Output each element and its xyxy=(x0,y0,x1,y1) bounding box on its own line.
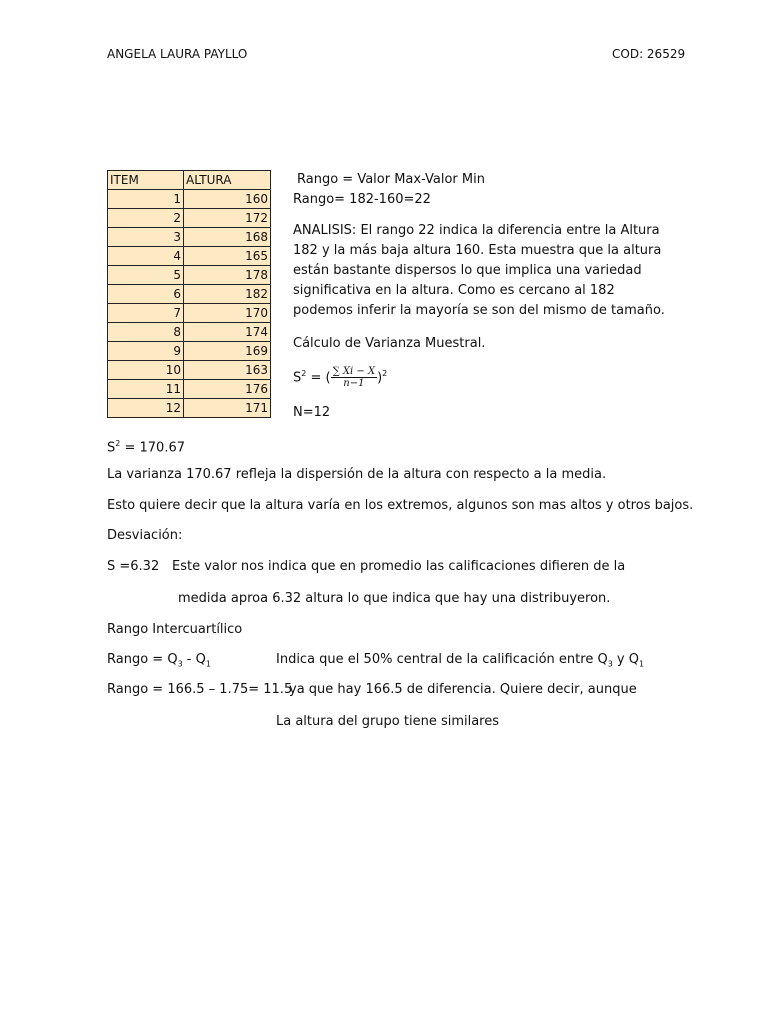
iqr-explanation: Indica que el 50% central de la calificación entre $Q_3$ y $Q_1$ xyxy=(276,652,645,669)
extremes-paragraph: Esto quiere decir que la altura varía en los extremos, algunos son mas altos y otros bajos. xyxy=(107,498,694,513)
deviation-value: S =6.32 xyxy=(107,559,160,574)
table-row xyxy=(108,209,271,228)
item-cell: 8 xyxy=(108,323,184,342)
iqr-similar-text: La altura del grupo tiene similares xyxy=(276,714,500,729)
variance-result: $S^2 = 170.67$ xyxy=(107,439,186,456)
item-cell: 11 xyxy=(108,380,184,399)
item-cell: 3 xyxy=(108,228,184,247)
table-row xyxy=(108,380,271,399)
rango-calculation: Rango= 182-160=22 xyxy=(293,192,431,207)
altura-cell: 171 xyxy=(184,399,271,418)
height-table xyxy=(107,170,271,418)
table-row xyxy=(108,190,271,209)
deviation-text-2: medida aproa 6.32 altura lo que indica que hay una distribuyeron. xyxy=(178,591,611,606)
variance-formula: $S^2$ = ( $\frac{\sum Xi - X}{n-1}$ )$^2$ xyxy=(293,366,388,390)
author-name: ANGELA LAURA PAYLLO xyxy=(107,47,248,61)
altura-cell: 176 xyxy=(184,380,271,399)
iqr-heading: Rango Intercuartílico xyxy=(107,622,243,637)
item-cell: 5 xyxy=(108,266,184,285)
table-row xyxy=(108,247,271,266)
table-row xyxy=(108,266,271,285)
altura-cell: 165 xyxy=(184,247,271,266)
table-row xyxy=(108,399,271,418)
item-cell: 1 xyxy=(108,190,184,209)
table-row xyxy=(108,323,271,342)
table-row xyxy=(108,304,271,323)
altura-cell: 160 xyxy=(184,190,271,209)
table-row xyxy=(108,342,271,361)
table-row xyxy=(108,361,271,380)
altura-cell: 169 xyxy=(184,342,271,361)
altura-cell: 163 xyxy=(184,361,271,380)
rango-definition: Rango = Valor Max-Valor Min xyxy=(297,172,485,187)
item-cell: 12 xyxy=(108,399,184,418)
column-header-altura: ALTURA xyxy=(184,171,271,190)
variance-paragraph: La varianza 170.67 refleja la dispersión de la altura con respecto a la media. xyxy=(107,467,607,482)
altura-cell: 170 xyxy=(184,304,271,323)
table-header-row xyxy=(108,171,271,190)
table-row xyxy=(108,285,271,304)
altura-cell: 168 xyxy=(184,228,271,247)
altura-cell: 174 xyxy=(184,323,271,342)
student-code: COD: 26529 xyxy=(612,47,686,61)
altura-cell: 182 xyxy=(184,285,271,304)
item-cell: 7 xyxy=(108,304,184,323)
item-cell: 2 xyxy=(108,209,184,228)
altura-cell: 178 xyxy=(184,266,271,285)
column-header-item: ITEM xyxy=(108,171,184,190)
formula-fraction: $\frac{\sum Xi - X}{n-1}$ xyxy=(332,366,376,390)
altura-cell: 172 xyxy=(184,209,271,228)
item-cell: 10 xyxy=(108,361,184,380)
analisis-paragraph: ANALISIS: El rango 22 indica la diferencia entre la Altura 182 y la más baja altura 160. Esta muestra que la altura están bastante dispersos lo que implica una variedad significativa en la altura. Como es cercano al 182 podemos inferir la mayoría se son del mismo de tamaño. xyxy=(293,223,665,318)
varianza-title: Cálculo de Varianza Muestral. xyxy=(293,336,486,351)
item-cell: 6 xyxy=(108,285,184,304)
iqr-calculation: Rango = 166.5 – 1.75= 11.5 xyxy=(107,682,293,697)
sample-size: N=12 xyxy=(293,405,331,420)
iqr-formula: Rango = $Q_3 - Q_1$ xyxy=(107,652,211,669)
item-cell: 4 xyxy=(108,247,184,266)
deviation-heading: Desviación: xyxy=(107,528,183,543)
item-cell: 9 xyxy=(108,342,184,361)
table-row xyxy=(108,228,271,247)
deviation-text: Este valor nos indica que en promedio las calificaciones difieren de la xyxy=(172,559,626,574)
iqr-difference-text: ya que hay 166.5 de diferencia. Quiere decir, aunque xyxy=(289,682,637,697)
